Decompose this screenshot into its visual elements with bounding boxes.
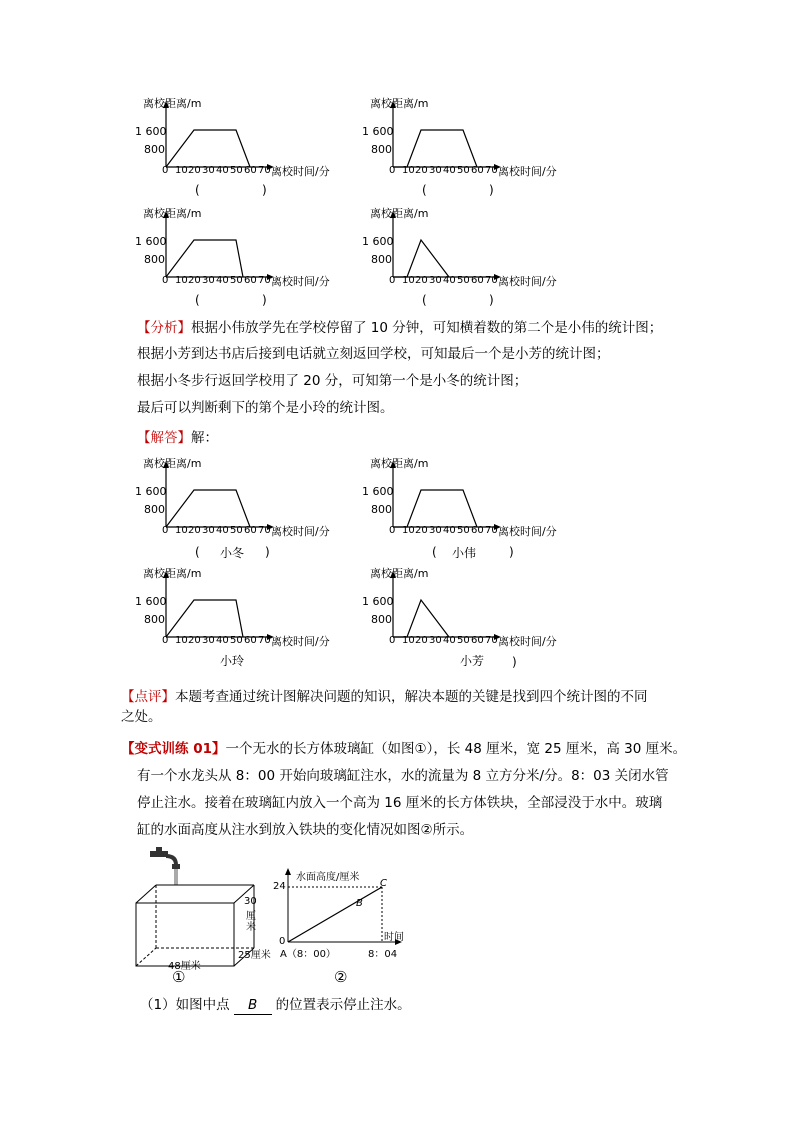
x-axis-label: 离校时间/分 (271, 165, 330, 178)
x-tick: 50 (457, 165, 470, 176)
answer-name: 小冬 (220, 546, 245, 560)
x-tick: 10 (402, 165, 415, 176)
point-b-label: B (356, 898, 363, 909)
x-tick: 10 (402, 635, 415, 646)
exercise-line-4: 缸的水面高度从注水到放入铁块的变化情况如图②所示。 (137, 822, 474, 838)
x-tick: 70 (485, 525, 498, 536)
x-tick: 50 (457, 275, 470, 286)
y-tick-1600: 1 600 (362, 235, 394, 248)
x-tick: 50 (230, 165, 243, 176)
y-axis-label: 离校距离/m (143, 457, 202, 470)
x-tick: 40 (216, 275, 229, 286)
x-tick: 50 (457, 525, 470, 536)
x-tick: 10 (175, 275, 188, 286)
y-tick-800: 800 (371, 253, 392, 266)
x-axis-label: 离校时间/分 (271, 525, 330, 538)
x-tick: 60 (244, 275, 257, 286)
distance-line (166, 130, 250, 167)
faucet-icon (150, 847, 180, 885)
y-tick-1600: 1 600 (135, 235, 167, 248)
x-tick: 20 (415, 165, 428, 176)
point-c-label: C (380, 878, 387, 889)
exercise-line-1: 【变式训练 01】一个无水的长方体玻璃缸（如图①），长 48 厘米，宽 25 厘米，高 30 厘米。 (121, 741, 687, 757)
analysis-tag: 【分析】 (137, 320, 191, 336)
x-tick: 0 (162, 525, 169, 536)
x-tick: 70 (258, 635, 271, 646)
comment-tag: 【点评】 (121, 689, 175, 705)
x-tick: 50 (230, 275, 243, 286)
x-tick: 30 (202, 165, 215, 176)
y-axis-label: 离校距离/m (143, 207, 202, 220)
x-tick: 10 (402, 275, 415, 286)
y-tick-1600: 1 600 (135, 125, 167, 138)
x-tick: 20 (188, 165, 201, 176)
y-tick-800: 800 (144, 253, 165, 266)
distance-line (393, 130, 477, 167)
height-label-unit-1: 厘 (246, 911, 256, 922)
x-tick: 20 (188, 525, 201, 536)
question-1-answer-blank[interactable]: B (234, 996, 272, 1015)
paren-close: ) (509, 545, 514, 559)
x-tick: 60 (244, 525, 257, 536)
x-tick: 30 (429, 525, 442, 536)
distance-line (393, 240, 449, 277)
tick-start: A（8：00） (280, 949, 336, 960)
x-axis-label: 离校时间/分 (271, 275, 330, 288)
paren-close: ) (265, 545, 270, 559)
x-tick: 0 (389, 525, 396, 536)
y-axis-label: 离校距离/m (370, 567, 429, 580)
x-tick: 60 (471, 635, 484, 646)
figure-1-caption: ① (172, 968, 186, 986)
x-tick: 30 (202, 525, 215, 536)
x-tick: 60 (244, 165, 257, 176)
distance-line (166, 240, 243, 277)
answer-tag: 【解答】 (137, 430, 191, 446)
x-tick: 30 (202, 635, 215, 646)
paren-close: ) (512, 655, 517, 669)
paren-open: ( (195, 183, 200, 197)
y-tick-800: 800 (144, 503, 165, 516)
x-tick: 10 (175, 165, 188, 176)
length-label: 48厘米 (168, 961, 201, 972)
distance-line (393, 600, 449, 637)
paren-open: ( (422, 293, 427, 307)
y-axis-label: 离校距离/m (370, 97, 429, 110)
analysis-line-1: 【分析】根据小伟放学先在学校停留了 10 分钟，可知横着数的第二个是小伟的统计图； (137, 320, 663, 336)
y-tick-800: 800 (371, 613, 392, 626)
tick-0: 0 (279, 936, 286, 947)
x-tick: 0 (389, 165, 396, 176)
analysis-line-3: 根据小冬步行返回学校用了 20 分，可知第一个是小冬的统计图； (137, 373, 528, 389)
distance-graph-1 (125, 95, 355, 197)
answer-name: 小玲 (220, 654, 245, 668)
y-axis-arrow (285, 868, 291, 875)
figure-1-tank (130, 845, 270, 990)
tick-end: 8：04 (368, 949, 398, 960)
x-tick: 10 (402, 525, 415, 536)
paren-close: ) (489, 293, 494, 307)
x-tick: 60 (471, 165, 484, 176)
x-tick: 20 (415, 525, 428, 536)
x-tick: 20 (188, 275, 201, 286)
y-axis-label: 离校距离/m (143, 567, 202, 580)
x-axis-label: 离校时间/分 (498, 635, 557, 648)
x-axis-label: 离校时间/分 (498, 165, 557, 178)
paren-close: ) (489, 183, 494, 197)
figure-2-water-graph (272, 860, 412, 990)
y-tick-1600: 1 600 (362, 125, 394, 138)
distance-line (166, 600, 243, 637)
paren-close: ) (262, 183, 267, 197)
paren-open: ( (195, 545, 200, 559)
y-tick-800: 800 (144, 143, 165, 156)
answer-name: 小芳 (460, 654, 485, 668)
x-tick: 40 (216, 165, 229, 176)
x-tick: 40 (443, 165, 456, 176)
x-axis-label: 离校时间/分 (498, 525, 557, 538)
y-tick-1600: 1 600 (135, 595, 167, 608)
y-tick-800: 800 (371, 503, 392, 516)
water-line (288, 887, 382, 942)
x-tick: 60 (471, 525, 484, 536)
paren-open: ( (432, 545, 437, 559)
y-axis-label: 离校距离/m (370, 207, 429, 220)
y-tick-1600: 1 600 (362, 485, 394, 498)
comment-line-2: 之处。 (121, 709, 162, 725)
distance-graph-2 (352, 95, 582, 197)
x-tick: 50 (457, 635, 470, 646)
tank-box (136, 885, 254, 966)
x-tick: 50 (230, 635, 243, 646)
x-axis-label: 离校时间/分 (498, 275, 557, 288)
paren-close: ) (262, 293, 267, 307)
answer-graph-2 (352, 455, 582, 560)
x-tick: 30 (429, 275, 442, 286)
x-tick: 70 (485, 635, 498, 646)
comment-line-1: 【点评】本题考查通过统计图解决问题的知识，解决本题的关键是找到四个统计图的不同 (121, 689, 648, 705)
x-tick: 40 (216, 635, 229, 646)
x-tick: 10 (175, 525, 188, 536)
x-tick: 20 (415, 275, 428, 286)
paren-open: ( (422, 183, 427, 197)
distance-graph-3 (125, 205, 355, 307)
figure-2-caption: ② (334, 968, 348, 986)
paren-open: ( (195, 293, 200, 307)
x-tick: 40 (443, 635, 456, 646)
x-tick: 30 (429, 165, 442, 176)
height-label: 30 (244, 896, 257, 907)
x-tick: 20 (188, 635, 201, 646)
y-tick-1600: 1 600 (135, 485, 167, 498)
answer-line: 【解答】解： (137, 430, 218, 446)
question-1: （1）如图中点 B 的位置表示停止注水。 (140, 997, 411, 1013)
x-tick: 10 (175, 635, 188, 646)
y-tick-800: 800 (371, 143, 392, 156)
x-tick: 30 (202, 275, 215, 286)
analysis-line-2: 根据小芳到达书店后接到电话就立刻返回学校，可知最后一个是小芳的统计图； (137, 346, 610, 362)
distance-line (166, 490, 250, 527)
x-tick: 30 (429, 635, 442, 646)
y-tick-1600: 1 600 (362, 595, 394, 608)
width-label: 25厘米 (238, 950, 271, 961)
x-tick: 70 (258, 525, 271, 536)
answer-graph-3 (125, 565, 355, 667)
x-tick: 40 (216, 525, 229, 536)
answer-graph-1 (125, 455, 355, 560)
x-tick: 70 (258, 275, 271, 286)
x-tick: 20 (415, 635, 428, 646)
x-tick: 0 (162, 635, 169, 646)
x-tick: 70 (485, 165, 498, 176)
answer-graph-4 (352, 565, 582, 667)
height-label-unit-2: 米 (246, 922, 256, 933)
y-tick-800: 800 (144, 613, 165, 626)
distance-line (393, 490, 477, 527)
x-tick: 60 (244, 635, 257, 646)
analysis-line-4: 最后可以判断剩下的第个是小玲的统计图。 (137, 400, 394, 416)
y-axis-label: 离校距离/m (370, 457, 429, 470)
x-tick: 0 (162, 275, 169, 286)
water-y-label: 水面高度/厘米 (296, 872, 360, 883)
x-tick: 40 (443, 275, 456, 286)
answer-name: 小伟 (452, 546, 477, 560)
tick-24: 24 (273, 881, 286, 892)
exercise-line-2: 有一个水龙头从 8：00 开始向玻璃缸注水，水的流量为 8 立方分米/分。8：03 关闭水管 (137, 768, 669, 784)
exercise-tag: 【变式训练 01】 (121, 741, 226, 757)
x-tick: 0 (389, 635, 396, 646)
x-tick: 50 (230, 525, 243, 536)
x-tick: 40 (443, 525, 456, 536)
x-tick: 0 (162, 165, 169, 176)
x-tick: 70 (258, 165, 271, 176)
exercise-line-3: 停止注水。接着在玻璃缸内放入一个高为 16 厘米的长方体铁块，全部浸没于水中。玻璃 (137, 795, 663, 811)
x-tick: 0 (389, 275, 396, 286)
water-x-label: 时间 (384, 932, 404, 943)
x-tick: 70 (485, 275, 498, 286)
x-tick: 60 (471, 275, 484, 286)
distance-graph-4 (352, 205, 582, 307)
y-axis-label: 离校距离/m (143, 97, 202, 110)
x-axis-label: 离校时间/分 (271, 635, 330, 648)
